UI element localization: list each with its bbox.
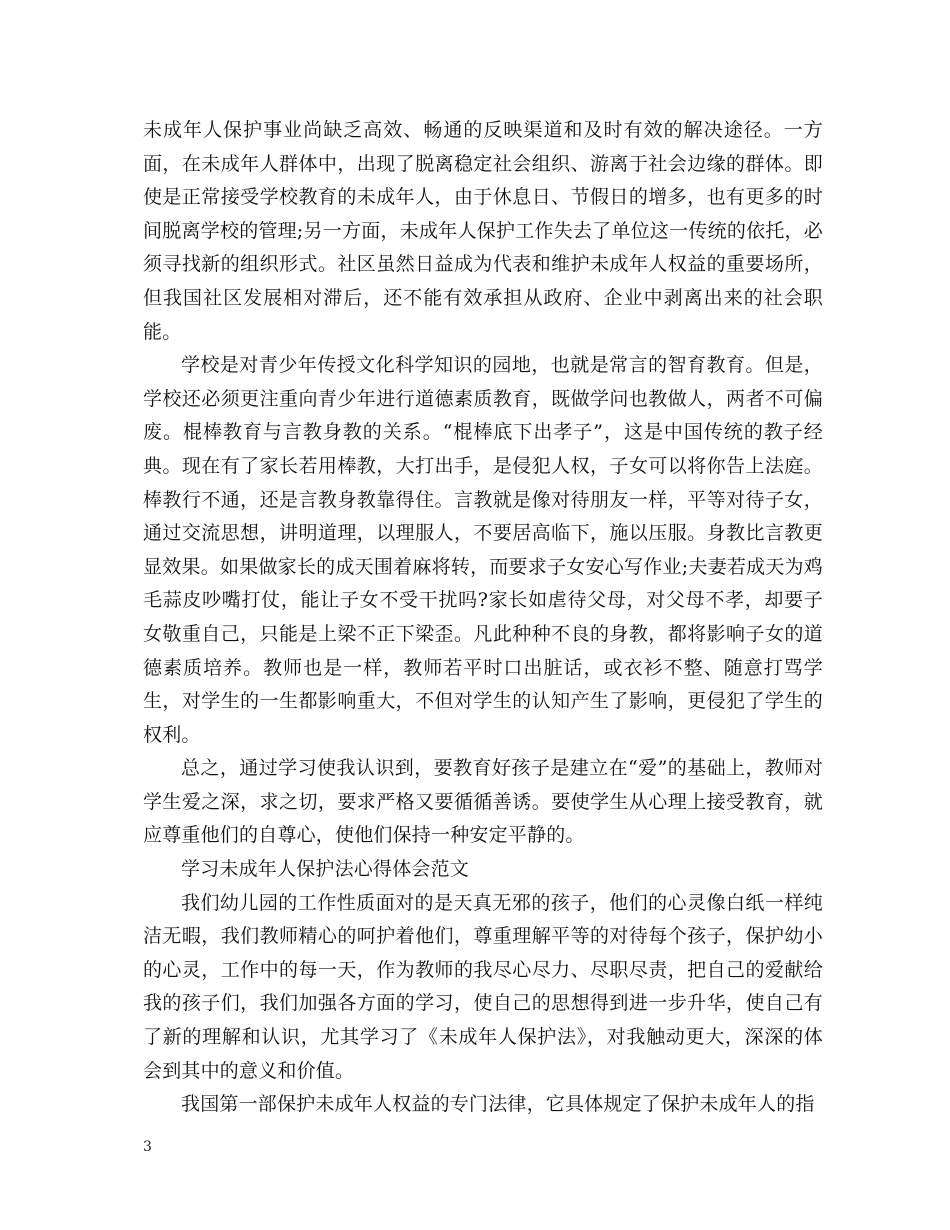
body-text bbox=[143, 114, 823, 1122]
paragraph-6: 我国第一部保护未成年人权益的专门法律，它具体规定了保护未成年人的指 bbox=[181, 1093, 815, 1116]
section-heading: 学习未成年人保护法心得体会范文 bbox=[181, 858, 470, 881]
paragraph-2: 学校是对青少年传授文化科学知识的园地，也就是常言的智育教育。但是，学校还必须更注重向青少年进行道德素质教育，既做学问也教做人，两者不可偏废。棍棒教育与言教身教的关系。“棍棒底下出孝子”，这是中国传统的教子经典。现在有了家长若用棒教，大打出手，是侵犯人权，子女可以将你告上法庭。棒教行不通，还是言教身教靠得住。言教就是像对待朋友一样，平等对待子女，通过交流思想，讲明道理，以理服人，不要居高临下，施以压服。身教比言教更显效果。如果做家长的成天围着麻将转，而要求子女安心写作业;夫妻若成天为鸡毛蒜皮吵嘴打仗，能让子女不受干扰吗?家长如虐待父母，对父母不孝，却要子女敬重自己，只能是上梁不正下梁歪。凡此种种不良的身教，都将影响子女的道德素质培养。教师也是一样，教师若平时口出脏话，或衣衫不整、随意打骂学生，对学生的一生都影响重大，不但对学生的认知产生了影响，更侵犯了学生的权利。 bbox=[143, 354, 823, 746]
paragraph-5: 我们幼儿园的工作性质面对的是天真无邪的孩子，他们的心灵像白纸一样纯洁无暇，我们教师精心的呵护着他们，尊重理解平等的对待每个孩子，保护幼小的心灵，工作中的每一天，作为教师的我尽心尽力、尽职尽责，把自己的爱献给我的孩子们，我们加强各方面的学习，使自己的思想得到进一步升华，使自己有了新的理解和认识，尤其学习了《未成年人保护法》，对我触动更大，深深的体会到其中的意义和价值。 bbox=[143, 891, 823, 1082]
paragraph-1: 未成年人保护事业尚缺乏高效、畅通的反映渠道和及时有效的解决途径。一方面，在未成年人群体中，出现了脱离稳定社会组织、游离于社会边缘的群体。即使是正常接受学校教育的未成年人，由于休息日、节假日的增多，也有更多的时间脱离学校的管理;另一方面，未成年人保护工作失去了单位这一传统的依托，必须寻找新的组织形式。社区虽然日益成为代表和维护未成年人权益的重要场所，但我国社区发展相对滞后，还不能有效承担从政府、企业中剥离出来的社会职能。 bbox=[143, 119, 823, 343]
page-number: 3 bbox=[143, 1139, 152, 1155]
paragraph-3: 总之，通过学习使我认识到，要教育好孩子是建立在“爱”的基础上，教师对学生爱之深，求之切，要求严格又要循循善诱。要使学生从心理上接受教育，就应尊重他们的自尊心，使他们保持一种安定平静的。 bbox=[143, 757, 823, 847]
